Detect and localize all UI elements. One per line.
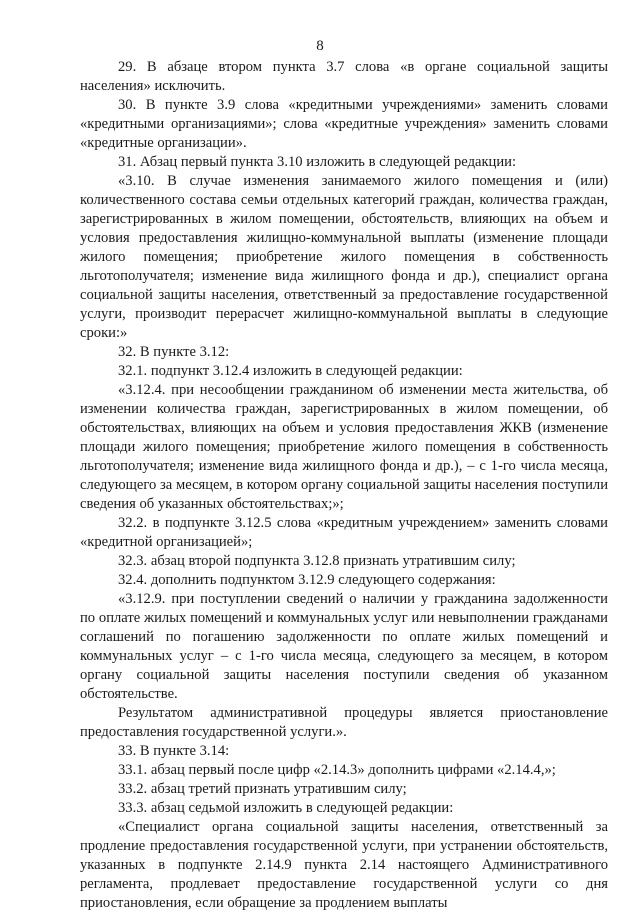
paragraph-33-2: 33.2. абзац третий признать утратившим силу; [118, 781, 407, 797]
paragraph-32: 32. В пункте 3.12: [118, 344, 230, 360]
paragraph-specialist-quote: «Специалист органа социальной защиты населения, ответственный за продление предоставления государственной услуги, при устранении обстоятельств, указанных в подпункте 2.14.9 пункта 2.14 настоящего Административного регламента, продлевает предоставление государственной услуги со дня приостановления, если обращение за продлением выплаты [80, 819, 608, 911]
paragraph-33-1: 33.1. абзац первый после цифр «2.14.3» дополнить цифрами «2.14.4,»; [118, 762, 556, 778]
paragraph-3-12-9-quote: «3.12.9. при поступлении сведений о наличии у гражданина задолженности по оплате жилых помещений и коммунальных услуг или невыполнении гражданами соглашений по погашению задолженности по оплате жилых помещений и коммунальных услуг – с 1-го числа месяца, следующего за месяцем, в котором органу социальной защиты населения поступили сведения об указанном обстоятельстве. [80, 591, 608, 702]
paragraph-3-10-quote: «3.10. В случае изменения занимаемого жилого помещения и (или) количественного состава семьи отдельных категорий граждан, количества граждан, зарегистрированных в жилом помещении, обстоятельств, влияющих на объем и условия предоставления жилищно-коммунальной выплаты (изменение площади жилого помещения; приобретение жилого помещения в собственность льготополучателя; изменение вида жилищного фонда и др.), специалист органа социальной защиты населения, ответственный за предоставление государственной услуги, производит перерасчет жилищно-коммунальной выплаты в следующие сроки:» [80, 173, 608, 341]
paragraph-32-2: 32.2. в подпункте 3.12.5 слова «кредитным учреждением» заменить словами «кредитной организацией»; [80, 515, 608, 550]
paragraph-31: 31. Абзац первый пункта 3.10 изложить в следующей редакции: [118, 154, 517, 170]
document-body [80, 58, 608, 913]
paragraph-29: 29. В абзаце втором пункта 3.7 слова «в органе социальной защиты населения» исключить. [80, 59, 608, 94]
paragraph-33-3: 33.3. абзац седьмой изложить в следующей редакции: [118, 800, 454, 816]
paragraph-32-4: 32.4. дополнить подпунктом 3.12.9 следующего содержания: [118, 572, 496, 588]
paragraph-32-1: 32.1. подпункт 3.12.4 изложить в следующей редакции: [118, 363, 463, 379]
paragraph-result: Результатом административной процедуры является приостановление предоставления государственной услуги.». [80, 705, 608, 740]
paragraph-30: 30. В пункте 3.9 слова «кредитными учреждениями» заменить словами «кредитными организациями»; слова «кредитные учреждения» заменить словами «кредитные организации». [80, 97, 608, 151]
paragraph-33: 33. В пункте 3.14: [118, 743, 230, 759]
paragraph-32-3: 32.3. абзац второй подпункта 3.12.8 признать утратившим силу; [118, 553, 516, 569]
page-number: 8 [316, 38, 324, 54]
paragraph-3-12-4-quote: «3.12.4. при несообщении гражданином об изменении места жительства, об изменении количества граждан, зарегистрированных в жилом помещении, об обстоятельствах, влияющих на объем и условия предоставления ЖКВ (изменение площади жилого помещения; приобретение жилого помещения в собственность льготополучателя; изменение вида жилищного фонда и др.), – с 1-го числа месяца, следующего за месяцем, в котором органу социальной защиты населения поступили сведения об указанных обстоятельствах;»; [80, 382, 608, 512]
